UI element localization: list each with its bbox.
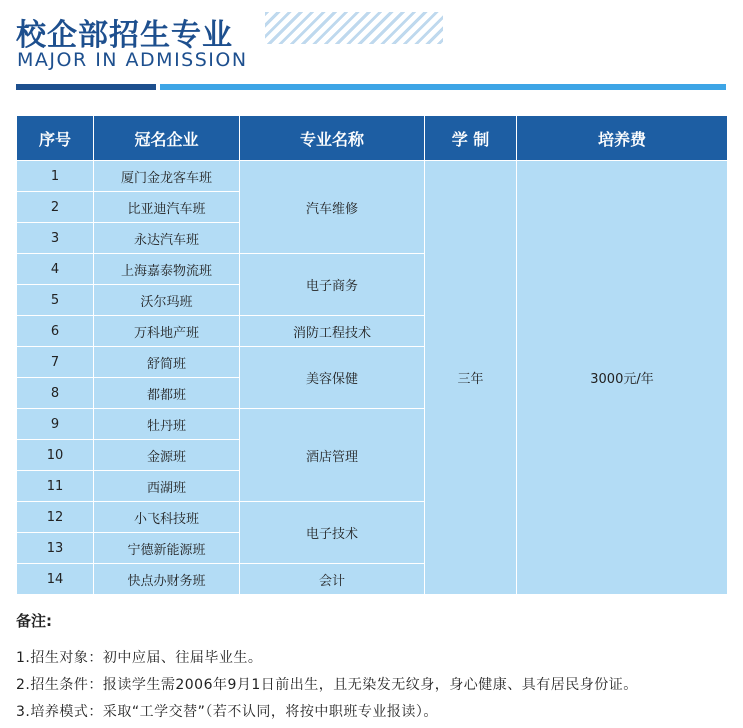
row-no: 9 — [17, 409, 94, 440]
row-company: 西湖班 — [94, 471, 240, 502]
row-no: 14 — [17, 564, 94, 595]
major-cell: 美容保健 — [240, 347, 425, 409]
note-line: 2.招生条件：报读学生需2006年9月1日前出生，且无染发无纹身，身心健康、具有居民身份证。 — [16, 677, 638, 693]
header-rule-dark — [16, 84, 156, 90]
row-no: 13 — [17, 533, 94, 564]
row-no: 3 — [17, 223, 94, 254]
header-duration: 学 制 — [425, 116, 517, 161]
row-no: 2 — [17, 192, 94, 223]
fee-cell: 3000元/年 — [517, 161, 728, 595]
row-no: 8 — [17, 378, 94, 409]
row-company: 上海嘉泰物流班 — [94, 254, 240, 285]
header-fee: 培养费 — [517, 116, 728, 161]
row-no: 12 — [17, 502, 94, 533]
row-company: 都都班 — [94, 378, 240, 409]
page-subtitle: MAJOR IN ADMISSION — [17, 49, 248, 71]
header-rule-light — [160, 84, 726, 90]
major-cell: 电子商务 — [240, 254, 425, 316]
row-no: 7 — [17, 347, 94, 378]
major-cell: 汽车维修 — [240, 161, 425, 254]
row-company: 小飞科技班 — [94, 502, 240, 533]
major-cell: 消防工程技术 — [240, 316, 425, 347]
header-no: 序号 — [17, 116, 94, 161]
row-no: 10 — [17, 440, 94, 471]
notes-title: 备注: — [16, 612, 52, 630]
row-company: 沃尔玛班 — [94, 285, 240, 316]
major-cell: 会计 — [240, 564, 425, 595]
note-line: 3.培养模式：采取“工学交替”（若不认同，将按中职班专业报读）。 — [16, 704, 438, 720]
major-cell: 酒店管理 — [240, 409, 425, 502]
row-company: 宁德新能源班 — [94, 533, 240, 564]
duration-cell: 三年 — [425, 161, 517, 595]
admission-table — [16, 115, 728, 595]
note-line: 1.招生对象：初中应届、往届毕业生。 — [16, 650, 263, 666]
row-company: 比亚迪汽车班 — [94, 192, 240, 223]
decorative-hatch — [265, 12, 443, 44]
row-no: 1 — [17, 161, 94, 192]
row-company: 金源班 — [94, 440, 240, 471]
row-company: 舒简班 — [94, 347, 240, 378]
row-company: 永达汽车班 — [94, 223, 240, 254]
row-company: 万科地产班 — [94, 316, 240, 347]
header-company: 冠名企业 — [94, 116, 240, 161]
row-company: 快点办财务班 — [94, 564, 240, 595]
row-company: 牡丹班 — [94, 409, 240, 440]
row-no: 4 — [17, 254, 94, 285]
row-no: 5 — [17, 285, 94, 316]
notes-section — [16, 610, 736, 726]
row-no: 6 — [17, 316, 94, 347]
header-major: 专业名称 — [240, 116, 425, 161]
major-cell: 电子技术 — [240, 502, 425, 564]
row-no: 11 — [17, 471, 94, 502]
table-row — [17, 161, 728, 192]
page-title: 校企部招生专业 — [16, 18, 233, 53]
row-company: 厦门金龙客车班 — [94, 161, 240, 192]
